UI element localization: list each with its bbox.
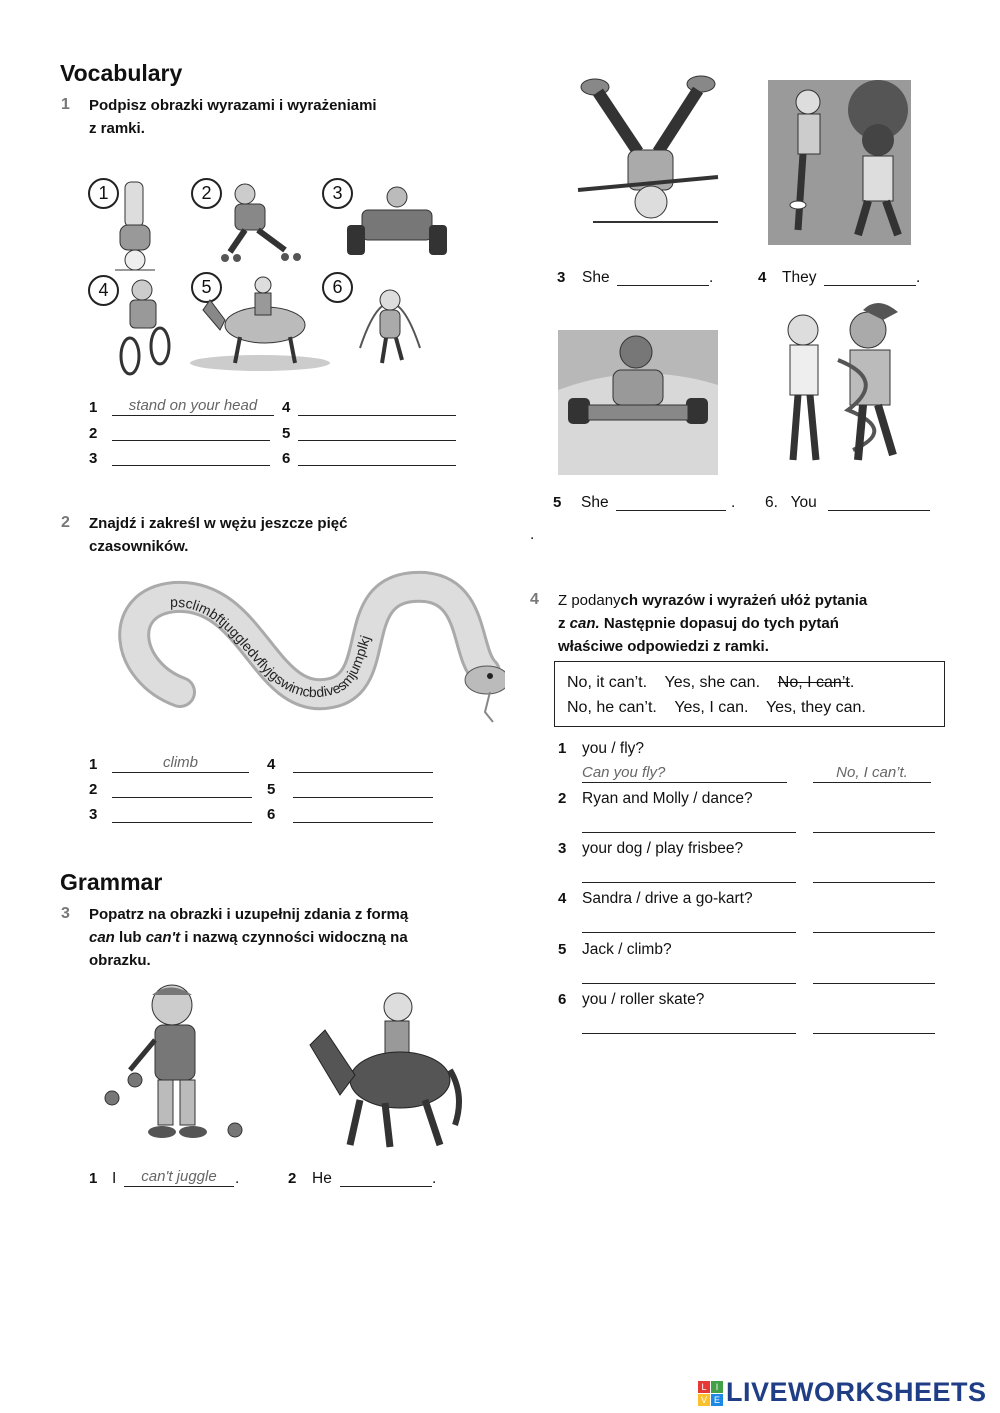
instruction-can: can. [569, 615, 600, 632]
answer-options-row [567, 670, 932, 695]
instruction-line: czasowników. [89, 538, 189, 555]
answer-line [813, 782, 931, 783]
sentence-number: 5 [553, 494, 562, 511]
instruction-line [558, 612, 867, 635]
answer-line [124, 1186, 234, 1187]
answer-options-row [567, 695, 932, 720]
answer-input-1-6[interactable] [298, 465, 456, 466]
answer-number: 2 [89, 781, 98, 798]
instruction-part: Następnie dopasuj do tych pytań [599, 615, 839, 632]
question-prompt: Jack / climb? [582, 941, 672, 958]
go-kart-girl-illustration [558, 330, 718, 475]
answer-option: Yes, she can. [664, 674, 761, 691]
answer-input-3-4[interactable] [824, 285, 916, 286]
juggling-boy-illustration [100, 980, 250, 1155]
grammar-heading: Grammar [60, 869, 163, 895]
answer-input-4-5[interactable] [813, 983, 935, 984]
answer-number: 4 [282, 399, 291, 416]
instruction-part: z [558, 615, 570, 632]
answer-input-3-5[interactable] [616, 510, 726, 511]
sentence-subject: She [582, 269, 610, 286]
sentence-number: 1 [89, 1170, 98, 1187]
roller-skater-illustration [210, 182, 310, 264]
instruction-rest: i nazwą czynności widoczną na [180, 929, 408, 946]
answer-number: 6 [282, 450, 291, 467]
sentence-end: . [235, 1170, 240, 1187]
answer-input-2-6[interactable] [293, 822, 433, 823]
picture-number-5: 5 [191, 272, 222, 303]
cyclist-illustration [110, 278, 175, 378]
answer-option-crossed: No, I can’t [777, 674, 850, 691]
headstand-illustration [110, 180, 160, 275]
sentence-subject: They [782, 269, 817, 286]
answer-option-end: . [849, 674, 855, 691]
answer-input-2-1[interactable]: climb [162, 754, 198, 771]
answer-input-2-4[interactable] [293, 772, 433, 773]
instruction-part: Z podany [558, 592, 621, 609]
exercise-2-number: 2 [61, 514, 70, 531]
instruction-line: z ramki. [89, 120, 145, 137]
sentence-end: . [709, 269, 714, 286]
answer-number: 1 [89, 756, 98, 773]
question-number: 2 [558, 790, 567, 807]
answer-line [582, 782, 787, 783]
liveworksheets-logo[interactable]: LIVEWORKSHEETS [726, 1377, 987, 1407]
handstand-girl-illustration [573, 72, 723, 227]
vocabulary-heading: Vocabulary [60, 60, 183, 86]
answer-input-4-3[interactable] [813, 882, 935, 883]
answer-input-3-6[interactable] [828, 510, 930, 511]
question-number: 4 [558, 890, 567, 907]
question-number: 3 [558, 840, 567, 857]
instruction-line [558, 589, 867, 612]
badge-letter: E [711, 1394, 723, 1406]
question-prompt: Ryan and Molly / dance? [582, 790, 753, 807]
answer-option: Yes, I can. [674, 699, 749, 716]
answer-input-2-2[interactable] [112, 797, 252, 798]
picture-number-1: 1 [88, 178, 119, 209]
word-snake-illustration [105, 562, 505, 742]
picture-number-4: 4 [88, 275, 119, 306]
answer-number: 4 [267, 756, 276, 773]
sentence-number: 2 [288, 1170, 297, 1187]
exercise-4-instruction [558, 589, 867, 658]
answer-input-2-5[interactable] [293, 797, 433, 798]
instruction-line [89, 926, 408, 949]
sentence-subject: 6. You [765, 494, 817, 511]
answer-number: 3 [89, 806, 98, 823]
question-prompt: your dog / play frisbee? [582, 840, 744, 857]
snake-letters-path: psclimbftjuggledvflyjgswimcbdivesmjumplkj [170, 593, 374, 701]
sentence-end: . [432, 1170, 437, 1187]
tangled-rope-boys-illustration [768, 300, 913, 470]
exercise-3-number: 3 [61, 905, 70, 922]
instruction-line: Podpisz obrazki wyrazami i wyrażeniami [89, 97, 377, 114]
answer-number: 5 [282, 425, 291, 442]
question-prompt: you / roller skate? [582, 991, 705, 1008]
sentence-end: . [731, 494, 736, 511]
answer-number: 2 [89, 425, 98, 442]
horse-rider-2-illustration [300, 985, 465, 1155]
stray-dot: . [530, 526, 535, 543]
liveworksheets-badge-icon [698, 1381, 724, 1407]
picture-number-2: 2 [191, 178, 222, 209]
badge-letter: L [698, 1381, 710, 1393]
answer-input-4-4[interactable] [813, 932, 935, 933]
exercise-2-instruction [89, 512, 347, 558]
instruction-can: can [89, 929, 115, 946]
instruction-part: ch wyrazów i wyrażeń ułóż pytania [620, 592, 868, 609]
horse-rider-illustration [185, 275, 330, 375]
answer-input-3-1[interactable]: can't juggle [141, 1168, 217, 1185]
badge-letter: V [698, 1394, 710, 1406]
answer-number: 5 [267, 781, 276, 798]
go-kart-illustration [342, 185, 452, 265]
sentence-subject: I [112, 1170, 117, 1187]
question-input-6[interactable] [582, 1033, 796, 1034]
sentence-subject: He [312, 1170, 332, 1187]
question-input-2[interactable] [582, 832, 796, 833]
answer-number: 3 [89, 450, 98, 467]
sentence-end: . [916, 269, 921, 286]
answer-input-4-2[interactable] [813, 832, 935, 833]
answer-input-1-1[interactable]: stand on your head [128, 397, 258, 414]
exercise-1-instruction [89, 94, 377, 140]
sentence-number: 4 [758, 269, 767, 286]
sentence-subject: She [581, 494, 609, 511]
answer-input-1-4[interactable] [298, 415, 456, 416]
answer-line [112, 772, 249, 773]
answer-option: No, it can’t. [567, 674, 648, 691]
picture-number-6: 6 [322, 272, 353, 303]
question-number: 5 [558, 941, 567, 958]
answer-input-3-3[interactable] [617, 285, 709, 286]
question-number: 6 [558, 991, 567, 1008]
question-input-5[interactable] [582, 983, 796, 984]
answer-number: 1 [89, 399, 98, 416]
answer-input-1-3[interactable] [112, 465, 270, 466]
answer-option: Yes, they can. [765, 699, 866, 716]
answer-line [112, 415, 274, 416]
question-input-3[interactable] [582, 882, 796, 883]
jump-rope-illustration [350, 278, 430, 373]
answer-input-2-3[interactable] [112, 822, 252, 823]
instruction-line: Znajdź i zakreśl w wężu jeszcze pięć [89, 515, 348, 532]
picture-number-3: 3 [322, 178, 353, 209]
badge-letter: I [711, 1381, 723, 1393]
question-prompt: Sandra / drive a go-kart? [582, 890, 753, 907]
exercise-1-number: 1 [61, 96, 70, 113]
instruction-line: Popatrz na obrazki i uzupełnij zdania z formą [89, 906, 409, 923]
question-input-4[interactable] [582, 932, 796, 933]
answer-number: 6 [267, 806, 276, 823]
exercise-3-instruction [89, 903, 408, 972]
answer-input-1-2[interactable] [112, 440, 270, 441]
sentence-number: 3 [557, 269, 566, 286]
answer-input-4-1[interactable]: No, I can’t. [836, 764, 908, 781]
question-number: 1 [558, 740, 567, 757]
question-prompt: you / fly? [582, 740, 645, 757]
exercise-4-number: 4 [530, 591, 539, 608]
answer-options-box [554, 661, 945, 727]
instruction-cant: can't [145, 929, 181, 946]
answer-input-3-2[interactable] [340, 1186, 432, 1187]
answer-option: No, he can’t. [567, 699, 657, 716]
frisbee-kids-illustration [768, 80, 911, 245]
answer-input-4-6[interactable] [813, 1033, 935, 1034]
instruction-line: właściwe odpowiedzi z ramki. [558, 638, 769, 655]
instruction-line: obrazku. [89, 952, 151, 969]
answer-input-1-5[interactable] [298, 440, 456, 441]
instruction-lub: lub [114, 929, 146, 946]
question-input-1[interactable]: Can you fly? [582, 764, 666, 781]
